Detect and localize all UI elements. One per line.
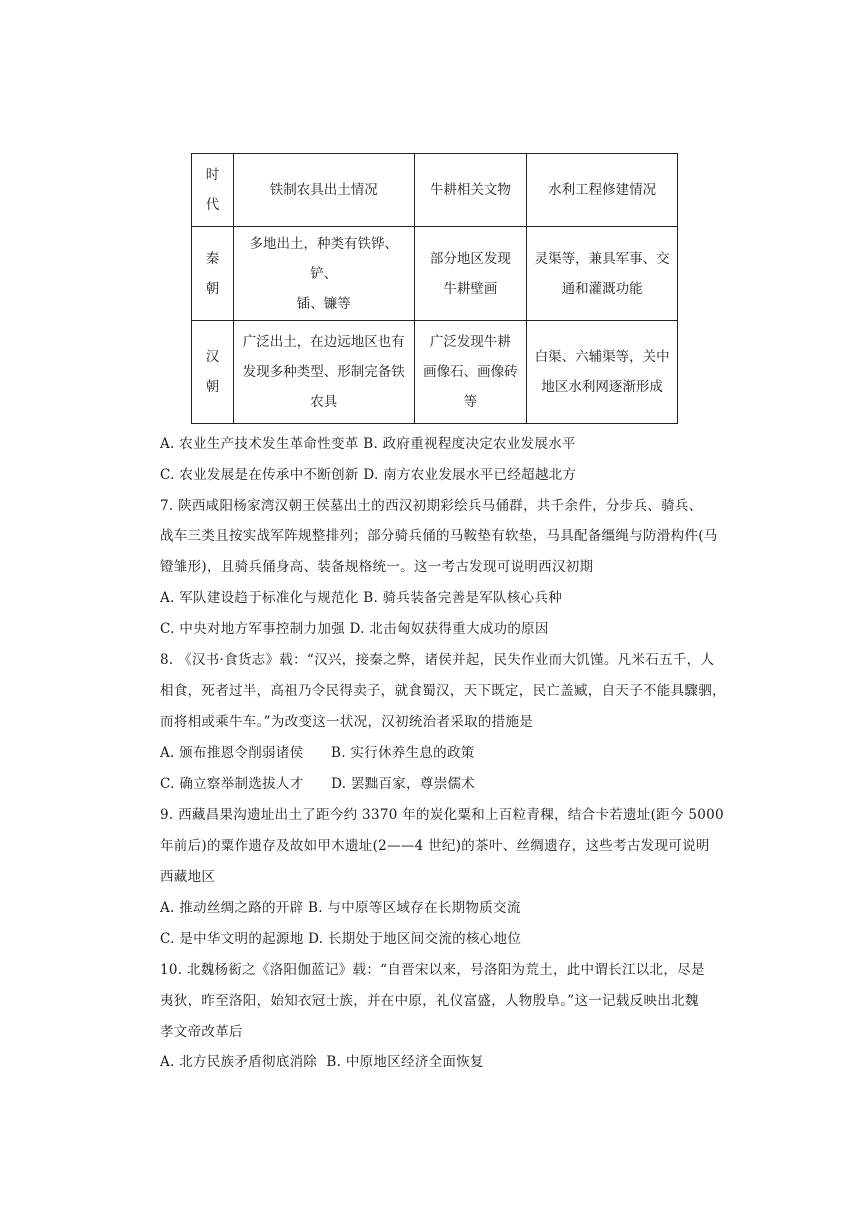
header-era (192, 154, 234, 227)
header-ox-plough: 牛耕相关文物 (414, 154, 527, 227)
iron-tools-cell: 多地出土，种类有铁铧、铲、 锸、镰等 (233, 227, 414, 321)
q6-option-cd: C. 农业发展是在传承中不断创新 D. 南方农业发展水平已经超越北方 (160, 467, 577, 483)
water-works-cell: 白渠、六辅渠等，关中 地区水利网逐渐形成 (527, 321, 678, 424)
q7-stem-line-2: 战车三类且按实战军阵规整排列；部分骑兵俑的马鞍垫有软垫，马具配备缰绳与防滑构件(马 (160, 528, 718, 544)
q8-stem-line-3: 而将相或乘牛车。”为改变这一状况，汉初统治者采取的措施是 (160, 714, 534, 730)
q9-stem-line-3: 西藏地区 (160, 869, 216, 885)
header-iron-tools: 铁制农具出土情况 (233, 154, 414, 227)
q9-option-cd: C. 是中华文明的起源地 D. 长期处于地区间交流的核心地位 (160, 931, 522, 947)
era-cell: 汉 朝 (192, 321, 234, 424)
q10-stem-line-2: 夷狄，昨至洛阳，始知衣冠士族，并在中原，礼仪富盛，人物殷阜。”这一记载反映出北魏 (160, 993, 699, 1009)
q8-option-ab: A. 颁布推恩令削弱诸侯 B. 实行休养生息的政策 (160, 745, 475, 761)
q10-stem-line-3: 孝文帝改革后 (160, 1024, 243, 1040)
water-works-cell: 灵渠等，兼具军事、交 通和灌溉功能 (527, 227, 678, 321)
era-cell: 秦 朝 (192, 227, 234, 321)
iron-tools-cell: 广泛出土，在边远地区也有 发现多种类型、形制完备铁 农具 (233, 321, 414, 424)
q7-stem-line-1: 7. 陕西咸阳杨家湾汉朝王侯墓出土的西汉初期彩绘兵马俑群，共千余件，分步兵、骑兵、 (160, 498, 703, 514)
ox-plough-cell: 部分地区发现 牛耕壁画 (414, 227, 527, 321)
q9-stem-line-1: 9. 西藏昌果沟遗址出土了距今约 3370 年的炭化粟和上百粒青稞，结合卡若遗址(距今 5000 (160, 807, 724, 823)
q8-stem-line-2: 相食，死者过半，高祖乃令民得卖子，就食蜀汉，天下既定，民亡盖臧，自天子不能具驟驷， (160, 683, 726, 699)
q7-stem-line-3: 镫雏形)，且骑兵俑身高、装备规格统一。这一考古发现可说明西汉初期 (160, 559, 594, 575)
q7-option-cd: C. 中央对地方军事控制力加强 D. 北击匈奴获得重大成功的原因 (160, 621, 549, 637)
q7-option-ab: A. 军队建设趋于标准化与规范化 B. 骑兵装备完善是军队核心兵种 (160, 590, 563, 606)
q8-option-cd: C. 确立察举制选拔人才 D. 罢黜百家，尊崇儒术 (160, 776, 476, 792)
q10-stem-line-1: 10. 北魏杨衒之《洛阳伽蓝记》载：“自晋宋以来，号洛阳为荒土，此中谓长江以北，尽是 (160, 962, 705, 978)
q9-stem-line-2: 年前后)的粟作遗存及故如甲木遗址(2——4 世纪)的茶叶、丝绸遗存，这些考古发现可说明 (160, 838, 710, 854)
table-row (192, 227, 678, 321)
header-water-works: 水利工程修建情况 (527, 154, 678, 227)
q8-stem-line-1: 8. 《汉书·食货志》载：“汉兴，接秦之弊，诸侯并起，民失作业而大饥馑。凡米石五千，人 (160, 652, 715, 668)
header-era-text: 时 代 (205, 167, 220, 213)
table-row (192, 321, 678, 424)
table-header-row (192, 154, 678, 227)
history-table (191, 153, 678, 424)
q9-option-ab: A. 推动丝绸之路的开辟 B. 与中原等区域存在长期物质交流 (160, 900, 521, 916)
q6-option-ab: A. 农业生产技术发生革命性变革 B. 政府重视程度决定农业发展水平 (160, 436, 576, 452)
q10-option-ab: A. 北方民族矛盾彻底消除 B. 中原地区经济全面恢复 (160, 1054, 484, 1070)
ox-plough-cell: 广泛发现牛耕 画像石、画像砖 等 (414, 321, 527, 424)
